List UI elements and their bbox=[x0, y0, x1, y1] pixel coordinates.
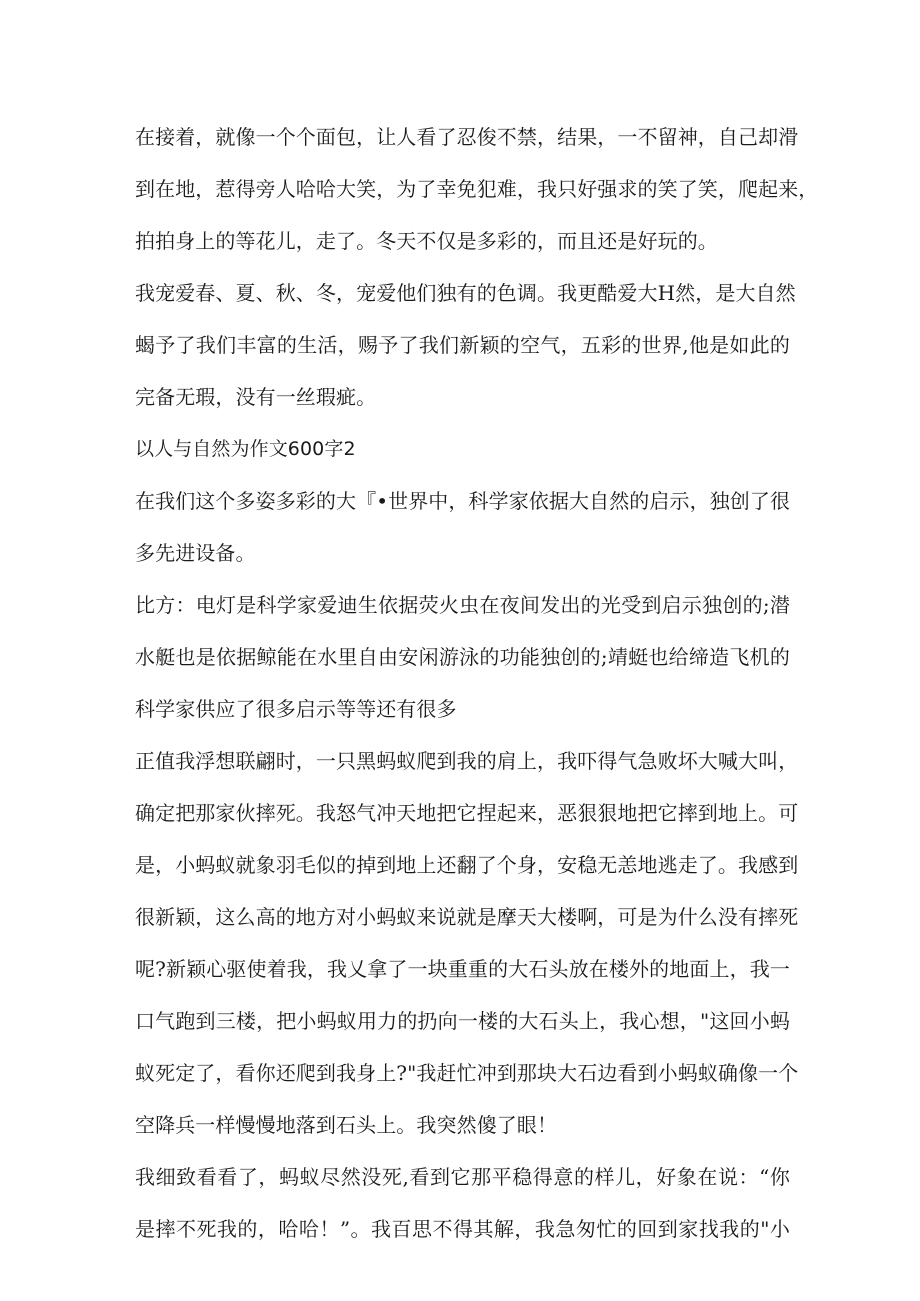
text-line: 完备无瑕，没有一丝瑕疵。 bbox=[135, 385, 377, 409]
text-line: 多先进设备。 bbox=[135, 541, 256, 565]
text-line: 我宠爱春、夏、秋、冬，宠爱他们独有的色调。我更酷爱大H然，是大自然 bbox=[135, 281, 796, 305]
section-heading: 以人与自然为作文600字2 bbox=[135, 438, 356, 460]
text-line: 到在地，惹得旁人哈哈大笑，为了幸免犯难，我只好强求的笑了笑，爬起来， bbox=[135, 177, 819, 201]
text-line: 蚁死定了，看你还爬到我身上?"我赶忙冲到那块大石边看到小蚂蚁确像一个 bbox=[135, 1061, 799, 1085]
text-line: 呢?新颖心驱使着我，我乂拿了一块重重的大石头放在楼外的地面上，我一 bbox=[135, 957, 790, 981]
text-line: 蝎予了我们丰富的生活，赐予了我们新颖的空气，五彩的世界,他是如此的 bbox=[135, 333, 790, 357]
text-line: 拍拍身上的等花儿，走了。冬天不仅是多彩的，而且还是好玩的。 bbox=[135, 229, 718, 253]
text-line: 是，小蚂蚁就象羽毛似的掉到地上还翻了个身，安稳无恙地逃走了。我感到 bbox=[135, 853, 799, 877]
text-line: 是摔不死我的，哈哈！”。我百思不得其解，我急匆忙的回到家找我的"小 bbox=[135, 1217, 790, 1241]
text-line: 在接着，就像一个个面包，让人看了忍俊不禁，结果，一不留神，自己却滑 bbox=[135, 125, 799, 149]
document-body bbox=[135, 111, 819, 1255]
text-line: 空降兵一样慢慢地落到石头上。我突然傻了眼！ bbox=[135, 1113, 558, 1137]
text-line: 在我们这个多姿多彩的大『•世界中，科学家依据大自然的启示，独创了很 bbox=[135, 489, 791, 513]
text-line: 正值我浮想联翩时，一只黑蚂蚁爬到我的肩上，我吓得气急败坏大喊大叫， bbox=[135, 749, 799, 773]
text-line: 科学家供应了很多启示等等还有很多 bbox=[135, 697, 457, 721]
text-line: 水艇也是依据鲸能在水里自由安闲游泳的功能独创的;靖蜓也给缔造飞机的 bbox=[135, 645, 790, 669]
text-line: 我细致看看了，蚂蚁尽然没死,看到它那平稳得意的样儿，好象在说：“你 bbox=[135, 1165, 790, 1189]
text-line: 很新颖，这么高的地方对小蚂蚁来说就是摩天大楼啊，可是为什么没有摔死 bbox=[135, 905, 799, 929]
text-line: 比方：电灯是科学家爱迪生依据荧火虫在夜间发出的光受到启示独创的;潜 bbox=[135, 593, 790, 617]
text-line: 口气跑到三楼，把小蚂蚁用力的扔向一楼的大石头上，我心想，"这回小蚂 bbox=[135, 1009, 790, 1033]
text-line: 确定把那家伙摔死。我怒气冲天地把它捏起来，恶狠狠地把它摔到地上。可 bbox=[135, 801, 799, 825]
